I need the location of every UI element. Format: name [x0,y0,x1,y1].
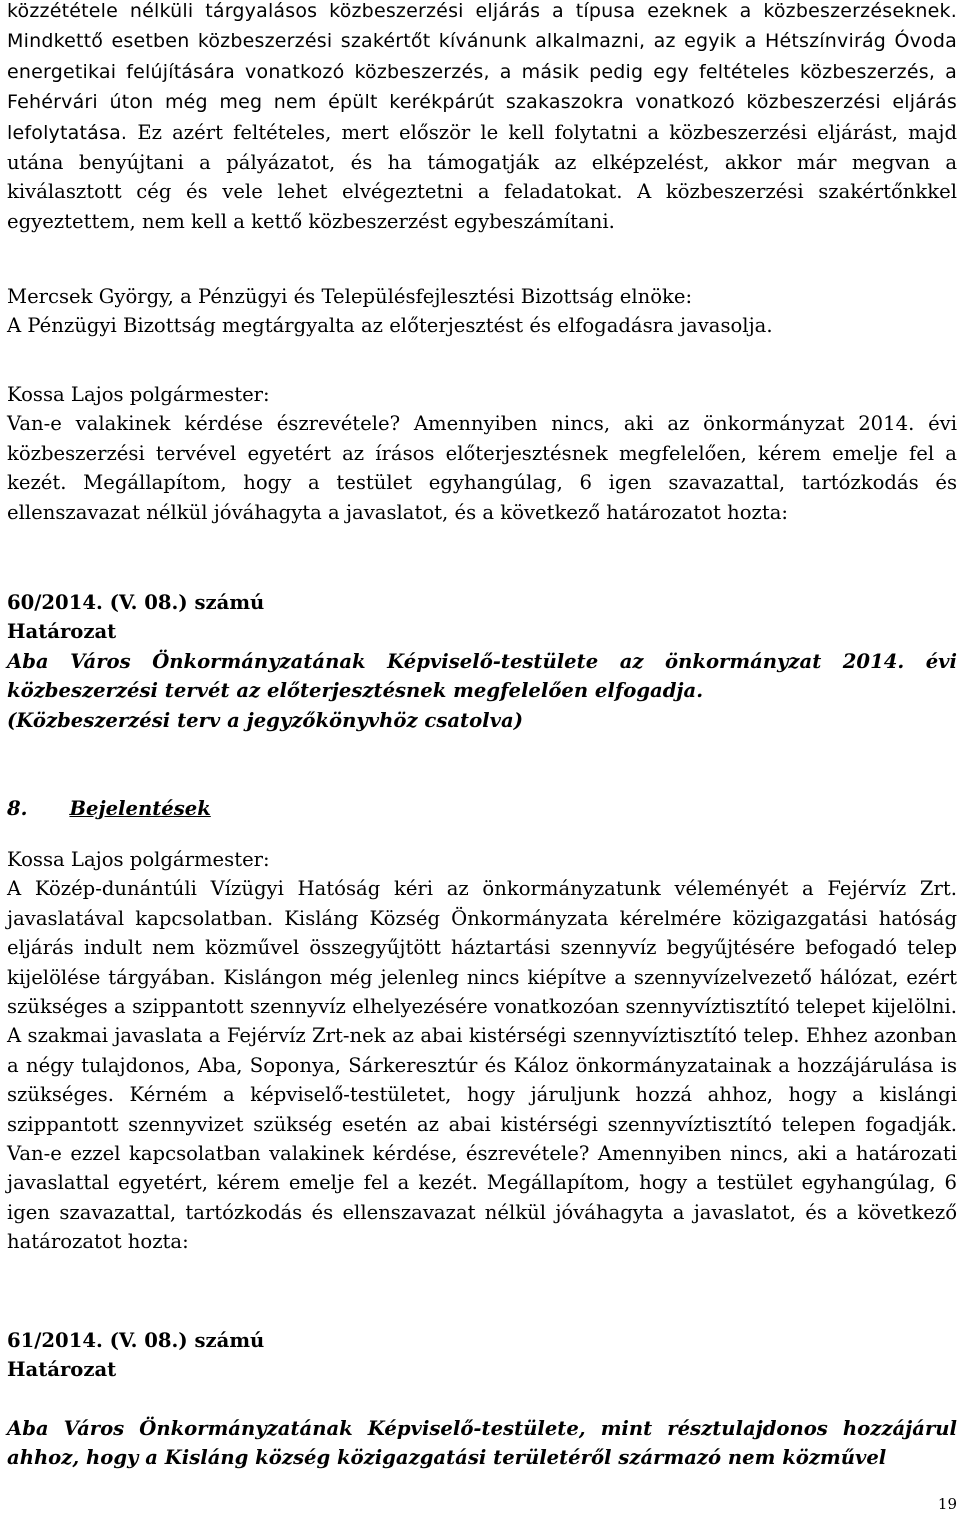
section-title: Bejelentések [69,797,211,820]
paragraph-procurement-part1: közzététele nélküli tárgyalásos közbeszerzési eljárás a típusa ezeknek a közbeszerzéseknek. Mindkettő esetben közbeszerzési szakértőt kívánunk alkalmazni, az egyik a Hétszínvirág Óvoda energetikai felújítására vonatkozó közbeszerzés, a másik pedig egy feltételes közbeszerzés, a Fehérvári úton még meg nem épült kerékpárút szakaszokra vonatkozó közbeszerzési eljárás lefolytatása. [7,0,957,144]
paragraph-procurement [7,0,957,236]
speech-block-kossa-1 [7,380,957,527]
speech-kossa-2: A Közép-dunántúli Vízügyi Hatóság kéri az önkormányzatunk véleményét a Fejérvíz Zrt. javaslatával kapcsolatban. Kisláng Község Önkormányzata kérelmére közigazgatási hatóság eljárás indult nem közművel összegyűjtött háztartási szennyvíz begyűjtésére befogadó telep kijelölése tárgyában. Kislángon még jelenleg nincs kiépítve a szennyvízelvezető hálózat, ezért szükséges a szippantott szennyvíz elhelyezésére vonatkozóan szennyvíztisztító telepet kijelölni. A szakmai javaslata a Fejérvíz Zrt-nek az abai kistérségi szennyvíztisztító telep. Ehhez azonban a négy tulajdonos, Aba, Soponya, Sárkeresztúr és Káloz önkormányzatainak a hozzájárulása is szükséges. Kérném a képviselő-testületet, hogy járuljunk hozzá ahhoz, hogy a kislángi szippantott szennyvizet szükség esetén az abai kistérségi szennyvíztisztító telepen fogadják. Van-e ezzel kapcsolatban valakinek kérdése, észrevétele? Amennyiben nincs, aki a határozati javaslattal egyetért, kérem emelje fel a kezét. Megállapítom, hogy a testület egyhangúlag, 6 igen szavazattal, tartózkodás és ellenszavazat nélkül jóváhagyta a javaslatot, és a következő határozatot hozta: [7,877,957,1254]
resolution-60-text: Aba Város Önkormányzatának Képviselő-testülete az önkormányzat 2014. évi közbeszerzési tervét az előterjesztésnek megfelelően elfogadja. [7,649,957,703]
resolution-61-number: 61/2014. (V. 08.) számú [7,1329,265,1352]
page-number: 19 [937,1495,957,1513]
speech-block-mercsek [7,282,957,341]
resolution-60-note: (Közbeszerzési terv a jegyzőkönyvhöz csatolva) [7,708,523,732]
resolution-61-text: Aba Város Önkormányzatának Képviselő-testülete, mint résztulajdonos hozzájárul ahhoz, hogy a Kisláng község közigazgatási területéről származó nem közművel [7,1416,957,1470]
resolution-60-title: Határozat [7,620,117,644]
speaker-kossa-1: Kossa Lajos polgármester: [7,383,270,406]
speech-mercsek: A Pénzügyi Bizottság megtárgyalta az előterjesztést és elfogadásra javasolja. [7,314,773,338]
speaker-mercsek: Mercsek György, a Pénzügyi és Településfejlesztési Bizottság elnöke: [7,285,693,308]
resolution-61 [7,1326,957,1473]
resolution-60 [7,588,957,735]
resolution-61-title: Határozat [7,1358,117,1382]
paragraph-procurement-part2: Ez azért feltételes, mert először le kell folytatni a közbeszerzési eljárást, majd utána benyújtani a pályázatot, és ha támogatják az elképzelést, akkor már megvan a kiválasztott cég és vele lehet elvégeztetni a feladatokat. A közbeszerzési szakértőnkkel egyeztettem, nem kell a kettő közbeszerzést egybeszámítani. [7,120,958,233]
speech-block-kossa-2 [7,845,957,1257]
speech-kossa-1: Van-e valakinek kérdése észrevétele? Amennyiben nincs, aki az önkormányzat 2014. évi közbeszerzési tervével egyetért az írásos előterjesztésnek megfelelően, kérem emelje fel a kezét. Megállapítom, hogy a testület egyhangúlag, 6 igen szavazattal, tartózkodás és ellenszavazat nélkül jóváhagyta a javaslatot, és a következő határozatot hozta: [7,412,957,524]
resolution-60-number: 60/2014. (V. 08.) számú [7,591,265,614]
section-number: 8. [7,797,28,820]
section-heading [7,794,957,823]
speaker-kossa-2: Kossa Lajos polgármester: [7,848,270,871]
